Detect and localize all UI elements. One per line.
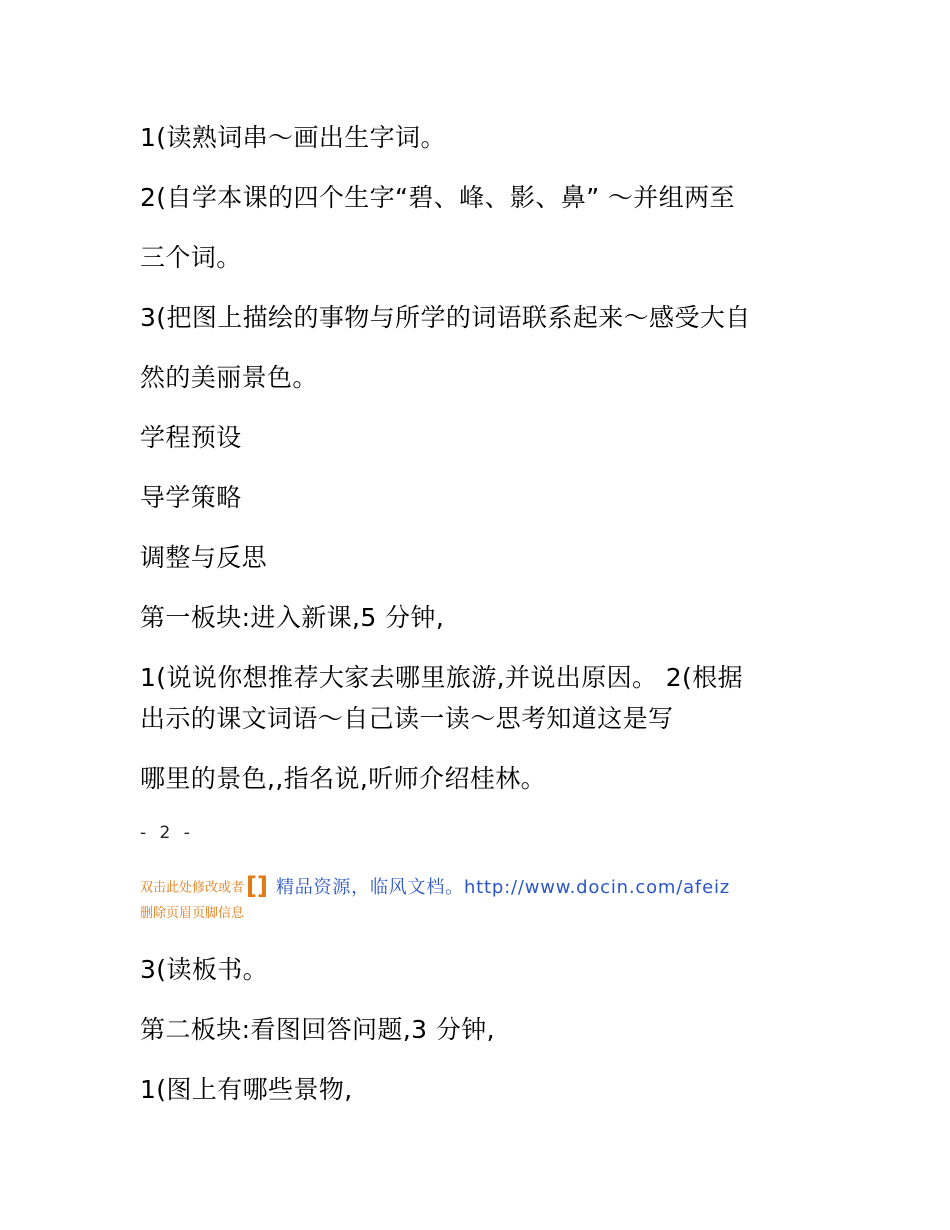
footer-bar bbox=[140, 872, 730, 902]
page-number: - 2 - bbox=[140, 823, 194, 843]
text-line-2: 2(自学本课的四个生字“碧、峰、影、鼻” ～并组两至 bbox=[140, 183, 735, 212]
text-line-13: 3(读板书。 bbox=[140, 955, 269, 984]
text-line-15: 1(图上有哪些景物, bbox=[140, 1075, 353, 1104]
text-line-5: 然的美丽景色。 bbox=[140, 363, 318, 392]
footer-delete-link[interactable]: 删除页眉页脚信息 bbox=[140, 906, 245, 921]
text-line-11: 出示的课文词语～自己读一读～思考知道这是写 bbox=[140, 704, 674, 733]
section-heading-daoxue: 导学策略 bbox=[140, 483, 242, 512]
text-line-1: 1(读熟词串～画出生字词。 bbox=[140, 123, 446, 152]
block-heading-1: 第一板块:进入新课,5 分钟, bbox=[140, 603, 445, 632]
section-heading-tiaozheng: 调整与反思 bbox=[140, 543, 268, 572]
text-line-3: 三个词。 bbox=[140, 243, 242, 272]
text-line-12: 哪里的景色,,指名说,听师介绍桂林。 bbox=[140, 764, 547, 793]
text-line-4: 3(把图上描绘的事物与所学的词语联系起来～感受大自 bbox=[140, 303, 751, 332]
footer-brand-link[interactable]: 精品资源，临风文档。http://www.docin.com/afeiz bbox=[275, 877, 730, 898]
text-line-10: 1(说说你想推荐大家去哪里旅游,并说出原因。 2(根据 bbox=[140, 663, 744, 692]
footer-bracket-icon: [] bbox=[246, 872, 268, 900]
block-heading-2: 第二板块:看图回答问题,3 分钟, bbox=[140, 1015, 495, 1044]
section-heading-xuecheng: 学程预设 bbox=[140, 423, 242, 452]
footer-edit-link[interactable]: 双击此处修改或者 bbox=[140, 880, 245, 896]
